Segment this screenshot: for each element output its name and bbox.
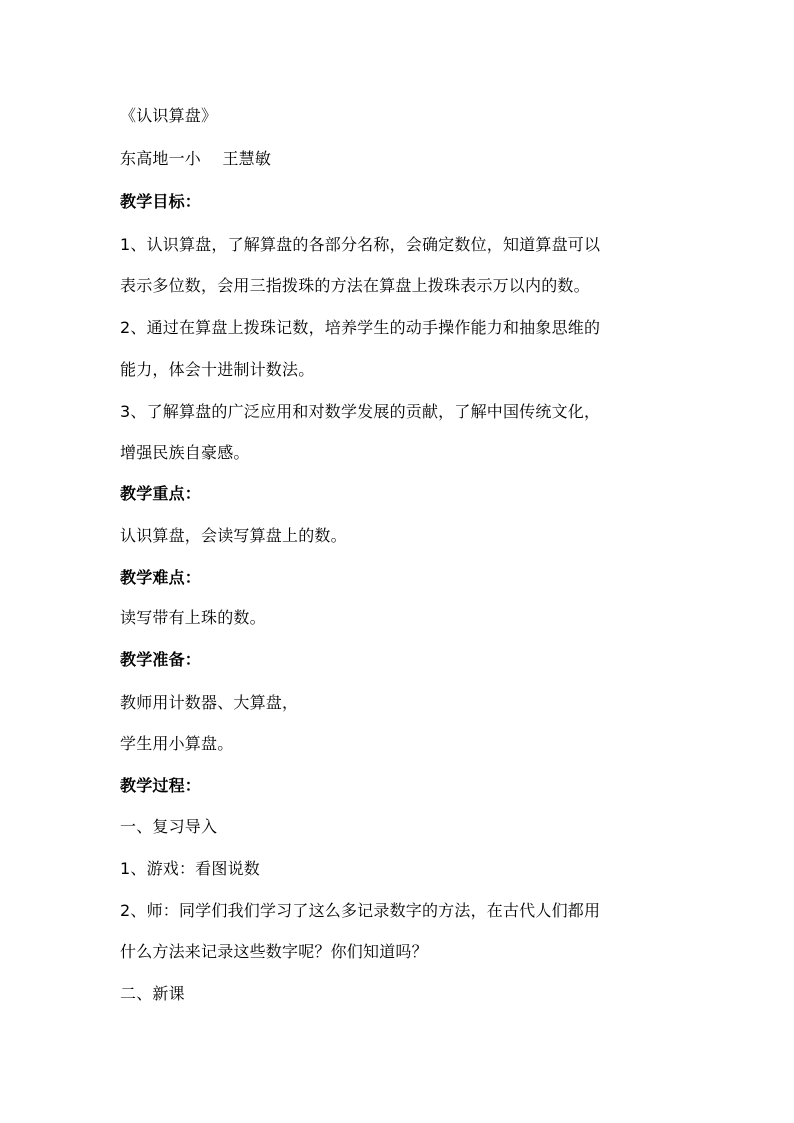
- preparation-line-2: 学生用小算盘。: [120, 734, 234, 753]
- preparation-line-1: 教师用计数器、大算盘，: [120, 693, 299, 712]
- objectives-heading: 教学目标：: [120, 192, 202, 211]
- objective-2-line-1: 2、通过在算盘上拨珠记数，培养学生的动手操作能力和抽象思维的: [120, 318, 601, 337]
- author-line: 东高地一小 王慧敏: [120, 149, 272, 168]
- difficulties-text: 读写带有上珠的数。: [120, 608, 266, 627]
- objective-1-line-2: 表示多位数，会用三指拨珠的方法在算盘上拨珠表示万以内的数。: [120, 276, 590, 295]
- step-2-line-2: 什么方法来记录这些数字呢？你们知道吗？: [120, 942, 428, 961]
- step-2-line-1: 2、师：同学们我们学习了这么多记录数字的方法，在古代人们都用: [120, 901, 601, 920]
- step-1: 1、游戏：看图说数: [120, 859, 260, 878]
- difficulties-heading: 教学难点：: [120, 568, 202, 587]
- preparation-heading: 教学准备：: [120, 650, 202, 669]
- section-2-heading: 二、新课: [120, 984, 185, 1003]
- objective-2-line-2: 能力，体会十进制计数法。: [120, 360, 315, 379]
- process-heading: 教学过程：: [120, 776, 202, 795]
- objective-1-line-1: 1、认识算盘，了解算盘的各部分名称，会确定数位，知道算盘可以: [120, 235, 601, 254]
- document-title: 《认识算盘》: [120, 106, 218, 125]
- objective-3-line-2: 增强民族自豪感。: [120, 443, 250, 462]
- key-points-heading: 教学重点：: [120, 484, 202, 503]
- key-points-text: 认识算盘，会读写算盘上的数。: [120, 526, 347, 545]
- section-1-heading: 一、复习导入: [120, 817, 218, 836]
- objective-3-line-1: 3、了解算盘的广泛应用和对数学发展的贡献，了解中国传统文化，: [120, 402, 601, 421]
